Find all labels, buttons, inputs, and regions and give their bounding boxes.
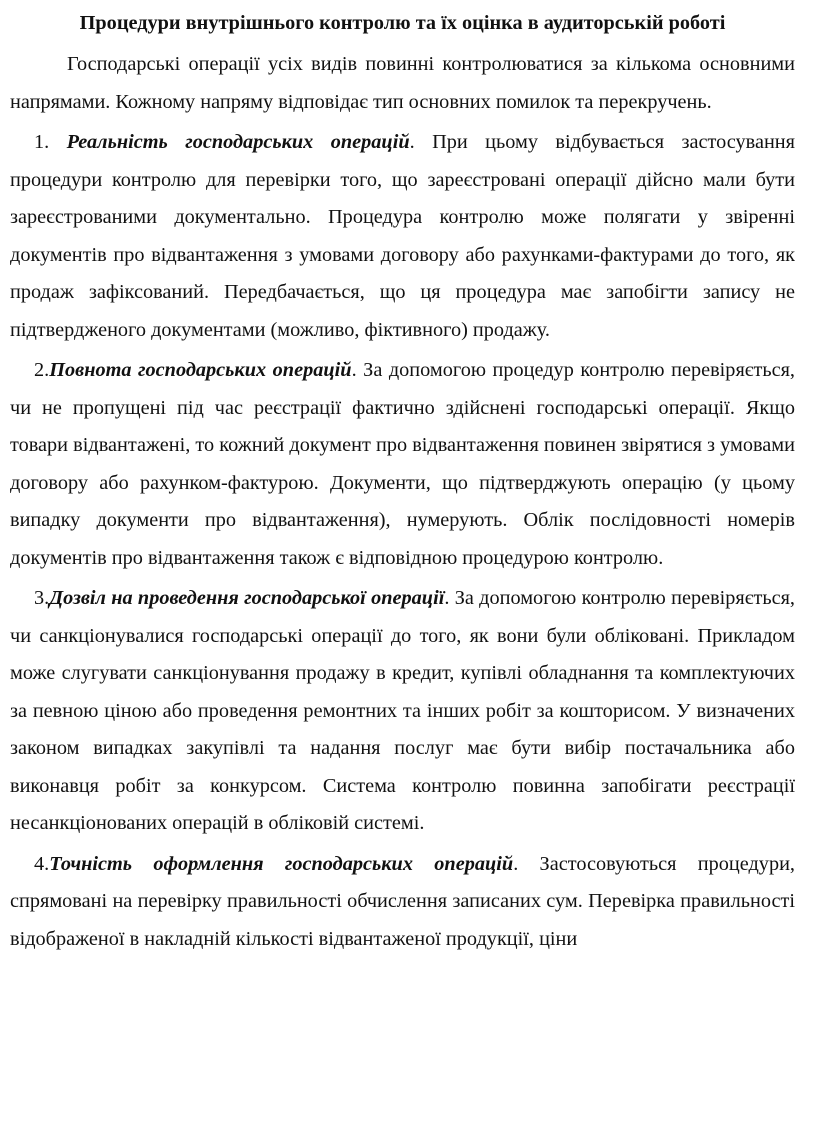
item-number: 1. (34, 131, 50, 153)
list-item-completeness (10, 352, 795, 577)
item-number: 4. (34, 852, 50, 875)
list-item-accuracy (10, 846, 795, 959)
item-term: Точність оформлення господарських операцій (49, 852, 514, 875)
list-item-authorization (10, 580, 795, 843)
item-text: . При цьому відбувається застосування процедури контролю для перевірки того, що зареєстровані операції дійсно мали бути зареєстрованими документально. Процедура контролю може полягати у звіренні документів про відвантаження з умовами договору або рахунками-фактурами до того, як продаж зафіксований. Передбачається, що ця процедура має запобігти запису не підтвердженого документами (можливо, фіктивного) продажу. (10, 131, 795, 341)
item-term: Реальність господарських операцій (66, 131, 410, 153)
item-text: . За допомогою контролю перевіряється, чи санкціонувалися господарські операції до того, як вони були обліковані. Прикладом може слугувати санкціонування продажу в кредит, купівлі обладнання та комплектуючих за певною ціною або проведення ремонтних та інших робіт за кошторисом. У визначених законом випадках закупівлі та надання послуг має бути вибір постачальника або виконавця робіт за конкурсом. Система контролю повинна запобігати реєстрації несанкціонованих операцій в обліковій системі. (10, 587, 795, 834)
document-title: Процедури внутрішнього контролю та їх оцінка в аудиторській роботі (79, 12, 726, 34)
list-item-reality (10, 124, 795, 349)
item-text: . За допомогою процедур контролю перевіряється, чи не пропущені під час реєстрації фактично здійснені господарські операції. Якщо товари відвантажені, то кожний документ про відвантаження повинен звірятися з умовами договору або рахунком-фактурою. Документи, що підтверджують операцію (у цьому випадку документи про відвантаження), нумерують. Облік послідовності номерів документів про відвантаження також є відповідною процедурою контролю. (10, 359, 795, 569)
intro-paragraph: Господарські операції усіх видів повинні контролюватися за кількома основними напрямами. Кожному напряму відповідає тип основних помилок та перекручень. (10, 53, 795, 113)
item-text: . Застосовуються процедури, спрямовані на перевірку правильності обчислення записаних сум. Перевірка правильності відображеної в накладній кількості відвантаженої продукції, ціни (10, 852, 796, 950)
item-term: Дозвіл на проведення господарської операції (49, 587, 445, 609)
document-page (10, 0, 795, 958)
item-number: 3. (34, 587, 50, 609)
item-term: Повнота господарських операцій (49, 359, 352, 381)
item-number: 2. (34, 359, 50, 381)
